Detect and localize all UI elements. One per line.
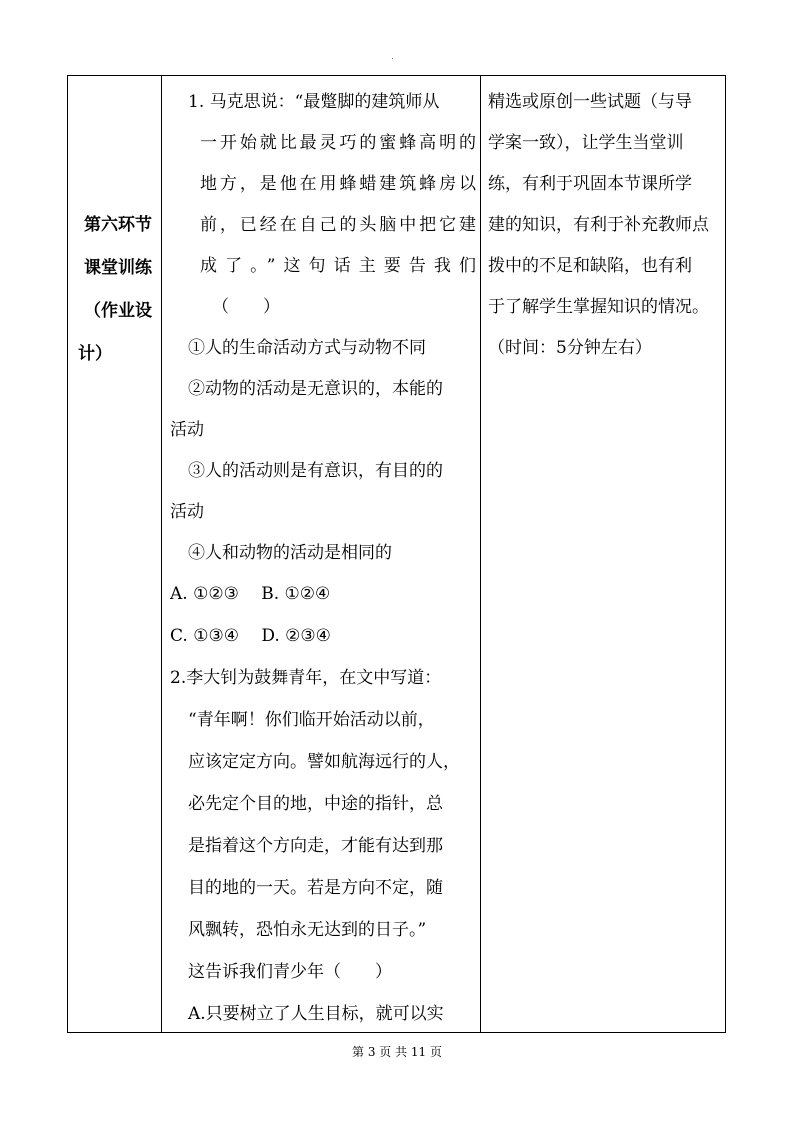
design-note-line: 练，有利于巩固本节课所学 <box>488 174 692 194</box>
q2-line: A.只要树立了人生目标，就可以实 <box>188 1004 444 1024</box>
q1-item: 活动 <box>170 420 204 440</box>
q1-option: A. ①②③ B. ①②④ <box>170 584 331 604</box>
design-note-line: 于了解学生掌握知识的情况。 <box>488 297 709 317</box>
q1-line: 前，已经在自己的头脑中把它建 <box>200 215 476 235</box>
section-label-line: 课堂训练 <box>84 258 152 278</box>
q1-item: ③人的活动则是有意识，有目的的 <box>188 461 443 481</box>
q1-item: 活动 <box>170 502 204 522</box>
q2-line: “青年啊！你们临开始活动以前， <box>188 710 435 730</box>
design-note-line: 学案一致），让学生当堂训 <box>488 133 684 153</box>
q1-line: 1. 马克思说：“最蹩脚的建筑师从 <box>188 92 440 112</box>
q1-line: （ ） <box>212 297 280 317</box>
q1-item: ①人的生命活动方式与动物不同 <box>188 338 426 358</box>
q1-item: ④人和动物的活动是相同的 <box>188 543 392 563</box>
q2-line: 风飘转，恐怕永无达到的日子。” <box>188 920 427 940</box>
q2-line: 应该定定方向。譬如航海远行的人， <box>188 752 460 772</box>
page-footer: 第 3 页 共 11 页 <box>352 1045 442 1059</box>
q1-item: ②动物的活动是无意识的，本能的 <box>188 379 443 399</box>
page-dot <box>392 58 393 59</box>
q2-line: 2.李大钊为鼓舞青年，在文中写道： <box>170 668 442 688</box>
section-label-line: （作业设 <box>84 301 152 321</box>
section-label <box>74 204 162 376</box>
q2-line: 这告诉我们青少年（ ） <box>188 962 392 982</box>
design-note-line: （时间：5分钟左右） <box>488 338 652 358</box>
q2-line: 必先定个目的地，中途的指针，总 <box>188 794 443 814</box>
lesson-table <box>67 75 726 1033</box>
q2-line: 是指着这个方向走，才能有达到那 <box>188 836 443 856</box>
q2-line: 目的地的一天。若是方向不定，随 <box>188 878 443 898</box>
section-label-line: 计） <box>78 344 112 364</box>
q1-line: 地方，是他在用蜂蜡建筑蜂房以 <box>200 174 476 194</box>
column-divider-2 <box>480 76 481 1032</box>
design-note-line: 建的知识，有利于补充教师点 <box>488 215 709 235</box>
section-label-line: 第六环节 <box>84 215 152 235</box>
q1-line: 一开始就比最灵巧的蜜蜂高明的 <box>200 133 476 153</box>
q1-option: C. ①③④ D. ②③④ <box>170 626 331 646</box>
design-note-line: 精选或原创一些试题（与导 <box>488 92 692 112</box>
design-note-line: 拨中的不足和缺陷，也有利 <box>488 256 692 276</box>
q1-line: 成了。”这句话主要告我们 <box>200 256 476 276</box>
